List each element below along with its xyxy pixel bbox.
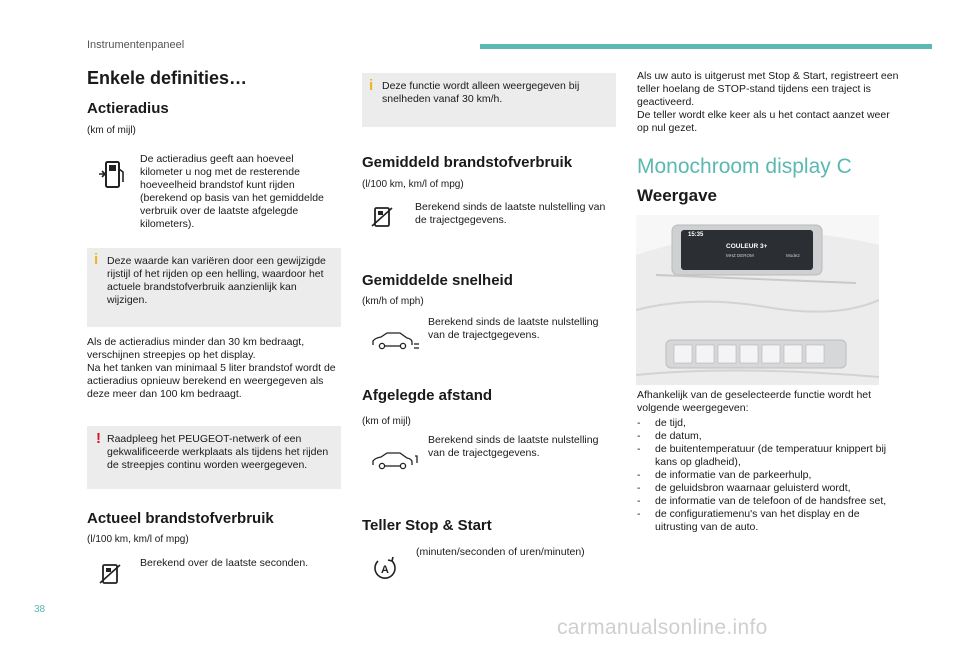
- stop-start-heading: Teller Stop & Start: [362, 517, 492, 534]
- list-item: - de datum,: [637, 430, 702, 442]
- actieradius-description: De actieradius geeft aan hoeveel kilometer u nog met de resterende hoeveelheid brandstof kunt rijden (berekend op basis van het gemiddelde verbruik over de laatste afgelegde kilometers).: [140, 153, 324, 230]
- gemiddeld-verbruik-unit: (l/100 km, km/l of mpg): [362, 179, 464, 190]
- dashboard-display-illustration: [636, 215, 879, 385]
- info-icon: i: [369, 77, 374, 94]
- display-info-list: [637, 417, 899, 534]
- stop-start-description: (minuten/seconden of uren/minuten): [416, 546, 585, 558]
- list-item: - de tijd,: [637, 417, 686, 429]
- list-item: - de geluidsbron waarnaar geluisterd wordt,: [637, 482, 851, 494]
- actieradius-paragraph: Als de actieradius minder dan 30 km bedraagt, verschijnen streepjes op het display. Na het tanken van minimaal 5 liter brandstof wordt de actieradius opnieuw berekend en weergegeven als deze meer dan 100 km bedraagt.: [87, 336, 336, 400]
- actueel-heading: Actueel brandstofverbruik: [87, 510, 274, 527]
- gemiddeld-verbruik-description: Berekend sinds de laatste nulstelling van de trajectgegevens.: [415, 201, 606, 226]
- watermark[interactable]: carmanualsonline.info: [557, 616, 768, 639]
- afgelegde-afstand-description: Berekend sinds de laatste nulstelling van de trajectgegevens.: [428, 434, 599, 459]
- svg-text:A: A: [381, 564, 389, 576]
- section-header-bar: [480, 44, 932, 49]
- page-number: 38: [34, 604, 46, 615]
- afgelegde-afstand-heading: Afgelegde afstand: [362, 387, 493, 404]
- display-frequency: MHZ DEROM: [726, 253, 754, 258]
- gemiddelde-snelheid-unit: (km/h of mph): [362, 296, 424, 307]
- actieradius-warning-text: Raadpleeg het PEUGEOT-netwerk of een gekwalificeerde werkplaats als tijdens het rijden de streepjes continu worden weergegeven.: [107, 433, 329, 471]
- gemiddeld-verbruik-heading: Gemiddeld brandstofverbruik: [362, 154, 573, 171]
- actieradius-heading: Actieradius: [87, 100, 169, 117]
- actueel-unit: (l/100 km, km/l of mpg): [87, 534, 189, 545]
- fuel-consumption-icon: [98, 562, 122, 586]
- display-mode: Mode2: [786, 253, 800, 258]
- car-distance-icon: [370, 450, 420, 472]
- monochrome-display-title: Monochroom display C: [637, 155, 852, 178]
- stop-start-timer-icon: [372, 555, 398, 581]
- actieradius-note-text: Deze waarde kan variëren door een gewijzigde rijstijl of het rijden op een helling, waardoor het actuele brandstofverbruik aanzienlijk kan wijzigen.: [107, 255, 326, 306]
- gemiddelde-snelheid-description: Berekend sinds de laatste nulstelling van de trajectgegevens.: [428, 316, 599, 341]
- display-time: 15:35: [688, 232, 704, 238]
- weergave-heading: Weergave: [637, 186, 718, 205]
- stop-start-intro: Als uw auto is uitgerust met Stop & Start, registreert een teller hoelang de STOP-stand tijdens een traject is geactiveerd. De teller wordt elke keer als u het contact aanzet weer op nul gezet.: [637, 70, 899, 134]
- display-station: COULEUR 3+: [726, 243, 768, 250]
- page-title: Enkele definities…: [87, 68, 248, 88]
- speed-info-note: [362, 73, 616, 127]
- list-item: - de informatie van de telefoon of de handsfree set,: [637, 495, 887, 507]
- car-speed-icon: [370, 330, 420, 352]
- fuel-consumption-icon: [370, 205, 394, 229]
- list-item: - de informatie van de parkeerhulp,: [637, 469, 812, 481]
- display-list-intro: Afhankelijk van de geselecteerde functie wordt het volgende weergegeven:: [637, 389, 872, 414]
- actueel-description: Berekend over de laatste seconden.: [140, 557, 309, 569]
- info-icon: i: [94, 251, 99, 268]
- list-item: - de buitentemperatuur (de temperatuur knippert bij kans op gladheid),: [637, 443, 887, 468]
- list-item: - de configuratiemenu's van het display en de uitrusting van de auto.: [637, 508, 860, 533]
- fuel-pump-icon: [98, 160, 126, 190]
- section-header: Instrumentenpaneel: [87, 39, 185, 51]
- warning-icon: !: [96, 430, 101, 447]
- afgelegde-afstand-unit: (km of mijl): [362, 416, 411, 427]
- actieradius-warning-note: [87, 426, 341, 489]
- actieradius-unit: (km of mijl): [87, 125, 136, 136]
- actieradius-info-note: [87, 248, 341, 327]
- speed-note-text: Deze functie wordt alleen weergegeven bij snelheden vanaf 30 km/h.: [382, 80, 580, 105]
- gemiddelde-snelheid-heading: Gemiddelde snelheid: [362, 272, 513, 289]
